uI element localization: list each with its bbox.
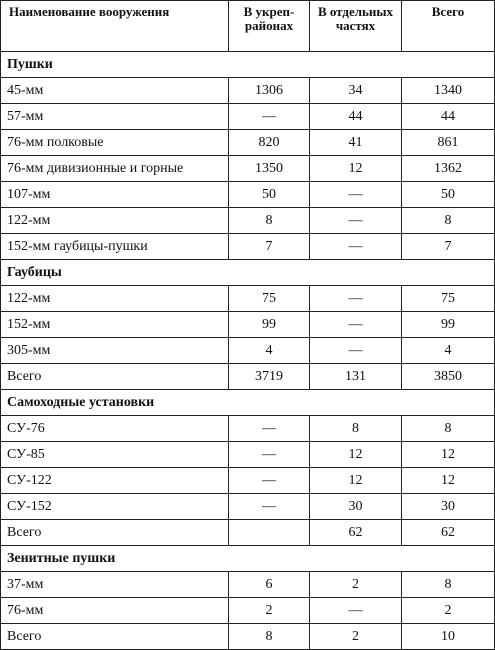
section-title: Пушки [1,52,495,78]
cell-name: 107-мм [1,182,229,208]
cell-fortified: 8 [229,208,310,234]
cell-name: СУ-76 [1,416,229,442]
header-fortified-text: В укреп- районах [243,4,295,33]
cell-total: 50 [402,182,495,208]
table-body [1,52,495,650]
cell-fortified: 8 [229,624,310,650]
table-row [1,286,495,312]
table-row [1,364,495,390]
cell-separate: 12 [310,468,402,494]
cell-name: 76-мм [1,598,229,624]
cell-fortified: 3719 [229,364,310,390]
table-row [1,468,495,494]
table-row [1,156,495,182]
cell-fortified: 99 [229,312,310,338]
cell-total: 30 [402,494,495,520]
table-row [1,494,495,520]
table-row [1,624,495,650]
table-row [1,312,495,338]
cell-separate: — [310,208,402,234]
cell-total: 62 [402,520,495,546]
table-row [1,130,495,156]
cell-fortified: 820 [229,130,310,156]
section-title: Самоходные установки [1,390,495,416]
cell-total: 12 [402,468,495,494]
cell-name: СУ-85 [1,442,229,468]
table-row [1,208,495,234]
cell-total: 7 [402,234,495,260]
cell-total: 75 [402,286,495,312]
cell-separate: — [310,286,402,312]
header-separate-text: В отдельных частях [317,4,394,33]
table-row [1,572,495,598]
cell-name: 122-мм [1,286,229,312]
cell-name: 45-мм [1,78,229,104]
table-row [1,598,495,624]
cell-name: Всего [1,624,229,650]
cell-fortified: 6 [229,572,310,598]
section-row [1,390,495,416]
cell-total: 3850 [402,364,495,390]
cell-total: 10 [402,624,495,650]
header-row [1,1,495,52]
table-row [1,78,495,104]
section-row [1,260,495,286]
cell-separate: 30 [310,494,402,520]
cell-separate: 131 [310,364,402,390]
cell-fortified: 50 [229,182,310,208]
cell-separate: — [310,234,402,260]
cell-total: 8 [402,208,495,234]
cell-separate: 62 [310,520,402,546]
table-row [1,182,495,208]
cell-total: 44 [402,104,495,130]
cell-fortified: — [229,494,310,520]
cell-total: 2 [402,598,495,624]
cell-separate: 41 [310,130,402,156]
header-total: Всего [402,1,495,52]
cell-total: 99 [402,312,495,338]
cell-fortified: 2 [229,598,310,624]
cell-separate: 12 [310,442,402,468]
cell-total: 12 [402,442,495,468]
section-title: Зенитные пушки [1,546,495,572]
table-row [1,234,495,260]
cell-separate: — [310,598,402,624]
header-fortified [229,1,310,52]
table-row [1,520,495,546]
table-row [1,104,495,130]
cell-total: 1340 [402,78,495,104]
cell-separate: — [310,312,402,338]
cell-fortified: — [229,416,310,442]
cell-fortified: — [229,104,310,130]
cell-fortified: 4 [229,338,310,364]
section-row [1,52,495,78]
cell-fortified: 1350 [229,156,310,182]
cell-name: СУ-122 [1,468,229,494]
cell-name: Всего [1,520,229,546]
cell-name: 57-мм [1,104,229,130]
cell-fortified: 7 [229,234,310,260]
cell-separate: 12 [310,156,402,182]
section-row [1,546,495,572]
cell-name: 37-мм [1,572,229,598]
cell-fortified: 75 [229,286,310,312]
table-row [1,442,495,468]
cell-separate: 44 [310,104,402,130]
header-name: Наименование вооружения [1,1,229,52]
cell-separate: 2 [310,624,402,650]
cell-separate: 2 [310,572,402,598]
cell-total: 8 [402,416,495,442]
cell-name: Всего [1,364,229,390]
cell-fortified: — [229,442,310,468]
cell-separate: — [310,182,402,208]
cell-name: 152-мм [1,312,229,338]
cell-total: 861 [402,130,495,156]
cell-total: 1362 [402,156,495,182]
table-row [1,416,495,442]
cell-fortified [229,520,310,546]
cell-name: СУ-152 [1,494,229,520]
header-separate [310,1,402,52]
cell-fortified: — [229,468,310,494]
cell-name: 122-мм [1,208,229,234]
cell-name: 305-мм [1,338,229,364]
cell-name: 76-мм полковые [1,130,229,156]
cell-separate: 34 [310,78,402,104]
cell-separate: 8 [310,416,402,442]
table-header [1,1,495,52]
cell-total: 4 [402,338,495,364]
table-row [1,338,495,364]
cell-separate: — [310,338,402,364]
cell-total: 8 [402,572,495,598]
cell-name: 76-мм дивизионные и горные [1,156,229,182]
section-title: Гаубицы [1,260,495,286]
cell-name: 152-мм гаубицы-пушки [1,234,229,260]
cell-fortified: 1306 [229,78,310,104]
